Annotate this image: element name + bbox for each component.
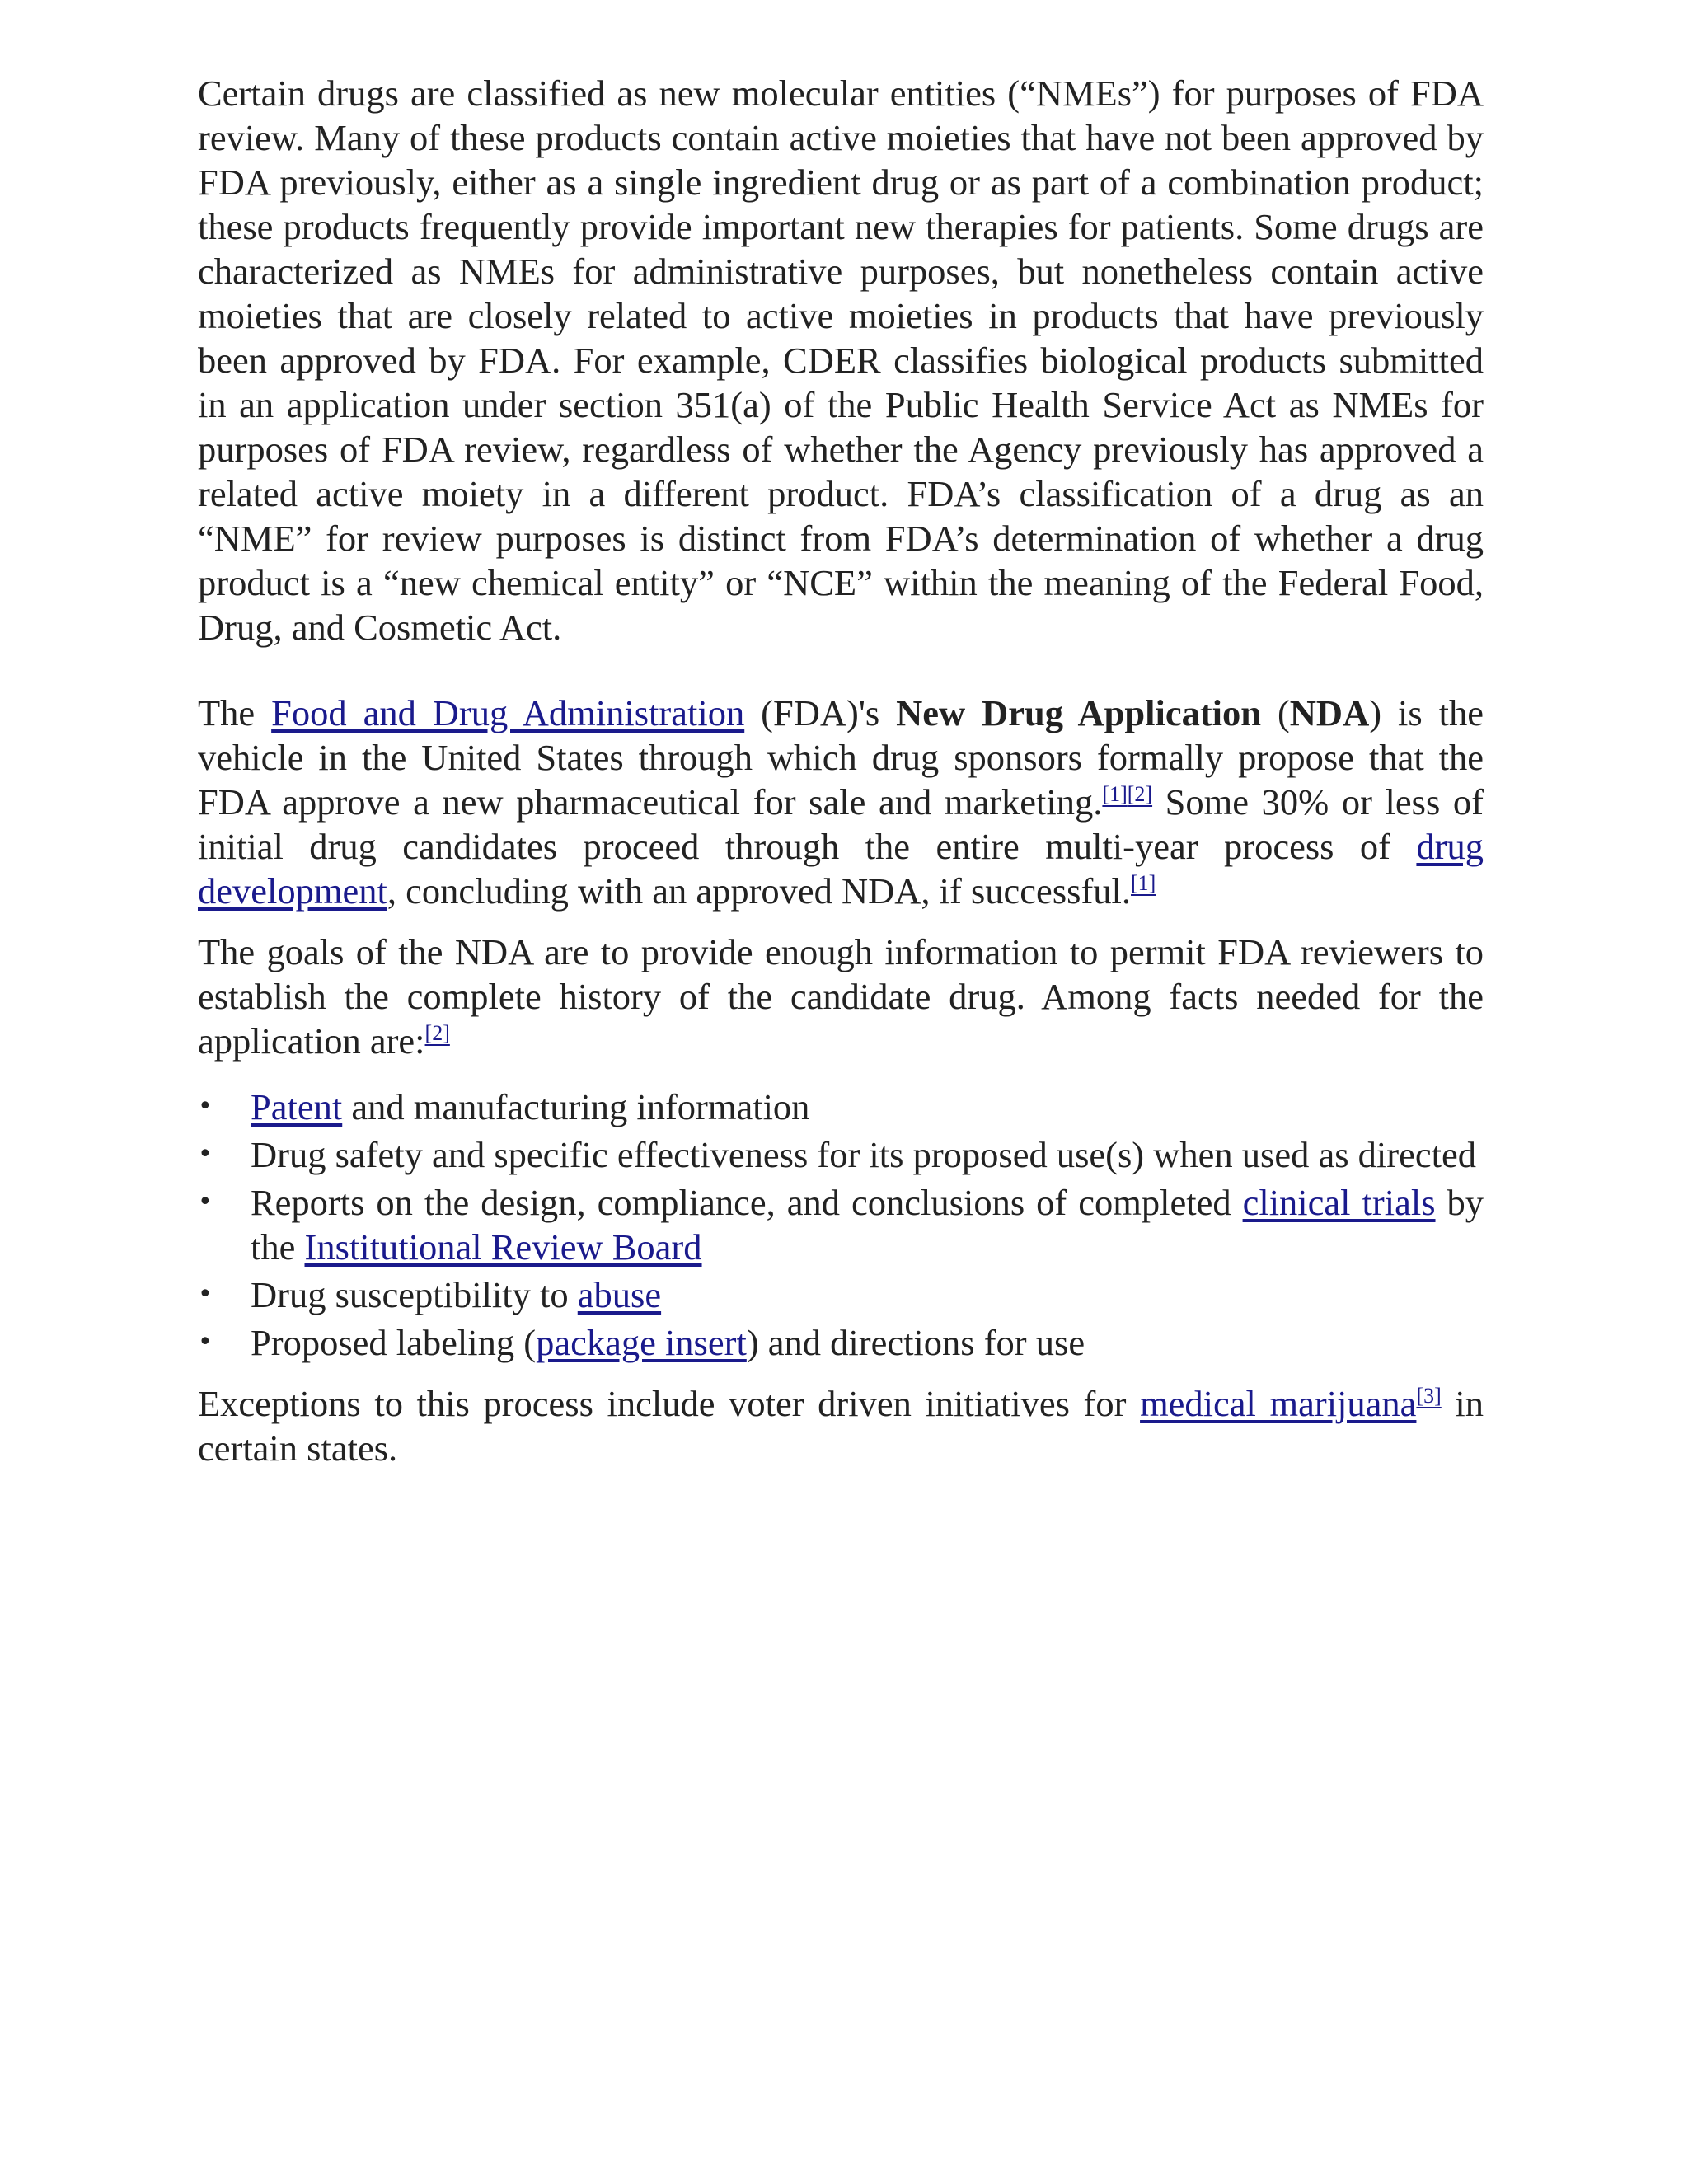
bullet-icon: • [198,1328,213,1357]
document-page [198,71,1484,1470]
list-item-3-text-2: by the [251,1182,1484,1268]
nda-bold-name: New Drug Application [896,692,1262,733]
nda-text-2: (FDA)'s [744,692,897,733]
link-medical-marijuana[interactable]: medical marijuana [1140,1383,1417,1424]
link-package-insert[interactable]: package insert [536,1322,747,1363]
exceptions-paragraph [198,1381,1484,1470]
link-abuse[interactable]: abuse [577,1274,662,1315]
ref-link-goals-2[interactable]: [2] [424,1021,450,1046]
exceptions-text-2: in certain states. [198,1383,1484,1469]
exceptions-text-1: Exceptions to this process include voter driven initiatives for [198,1383,1141,1424]
ref-link-1[interactable]: [1] [1102,782,1128,807]
list-item-5-text-2: ) and directions for use [746,1322,1085,1363]
ref-link-1b[interactable]: [1] [1131,871,1156,896]
link-clinical-trials[interactable]: clinical trials [1242,1182,1436,1223]
nda-text-5: Some 30% or less of initial drug candidates proceed through the entire multi-year process of [198,781,1484,867]
list-item-5-text-1: Proposed labeling ( [251,1322,537,1363]
list-item-patent [198,1085,1484,1129]
link-institutional-review-board[interactable]: Institutional Review Board [304,1226,702,1268]
nda-bold-abbr: NDA [1289,692,1370,733]
list-item-labeling [198,1320,1484,1365]
goals-text: The goals of the NDA are to provide enough information to permit FDA reviewers to establish the complete history of the candidate drug. Among facts needed for the application are: [198,931,1484,1062]
link-patent[interactable]: Patent [251,1086,343,1127]
list-item-3-text-1: Reports on the design, compliance, and conclusions of completed [251,1182,1243,1223]
list-item-drug-safety [198,1132,1484,1177]
nda-paragraph [198,691,1484,913]
list-item-abuse [198,1272,1484,1317]
link-drug-development[interactable]: drug development [198,826,1484,912]
bullet-icon: • [198,1140,213,1169]
nda-text-3: ( [1261,692,1290,733]
list-item-2-text: Drug safety and specific effectiveness for its proposed use(s) when used as directed [251,1134,1476,1175]
nda-text-4: ) is the vehicle in the United States through which drug sponsors formally propose that the FDA approve a new pharmaceutical for sale and marketing. [198,692,1484,823]
ref-link-3[interactable]: [3] [1416,1384,1442,1408]
bullet-icon: • [198,1280,213,1309]
ref-link-2[interactable]: [2] [1127,782,1153,807]
requirements-list [198,1085,1484,1365]
list-item-4-text: Drug susceptibility to [251,1274,578,1315]
list-item-1-text: and manufacturing information [342,1086,810,1127]
nme-paragraph: Certain drugs are classified as new molecular entities (“NMEs”) for purposes of FDA review. Many of these products contain active moieties that have not been approved by FDA previously, either as a single ingredient drug or as part of a combination product; these products frequently provide important new therapies for patients. Some drugs are characterized as NMEs for administrative purposes, but nonetheless contain active moieties that are closely related to active moieties in products that have previously been approved by FDA. For example, CDER classifies biological products submitted in an application under section 351(a) of the Public Health Service Act as NMEs for purposes of FDA review, regardless of whether the Agency previously has approved a related active moiety in a different product. FDA’s classification of a drug as an “NME” for review purposes is distinct from FDA’s determination of whether a drug product is a “new chemical entity” or “NCE” within the meaning of the Federal Food, Drug, and Cosmetic Act. [198,73,1484,648]
list-item-reports [198,1180,1484,1269]
bullet-icon: • [198,1188,213,1216]
nda-text-1: The [198,692,272,733]
link-food-and-drug-administration[interactable]: Food and Drug Administration [271,692,745,733]
bullet-icon: • [198,1092,213,1121]
nda-text-6: , concluding with an approved NDA, if successful. [387,870,1132,912]
goals-paragraph [198,930,1484,1063]
